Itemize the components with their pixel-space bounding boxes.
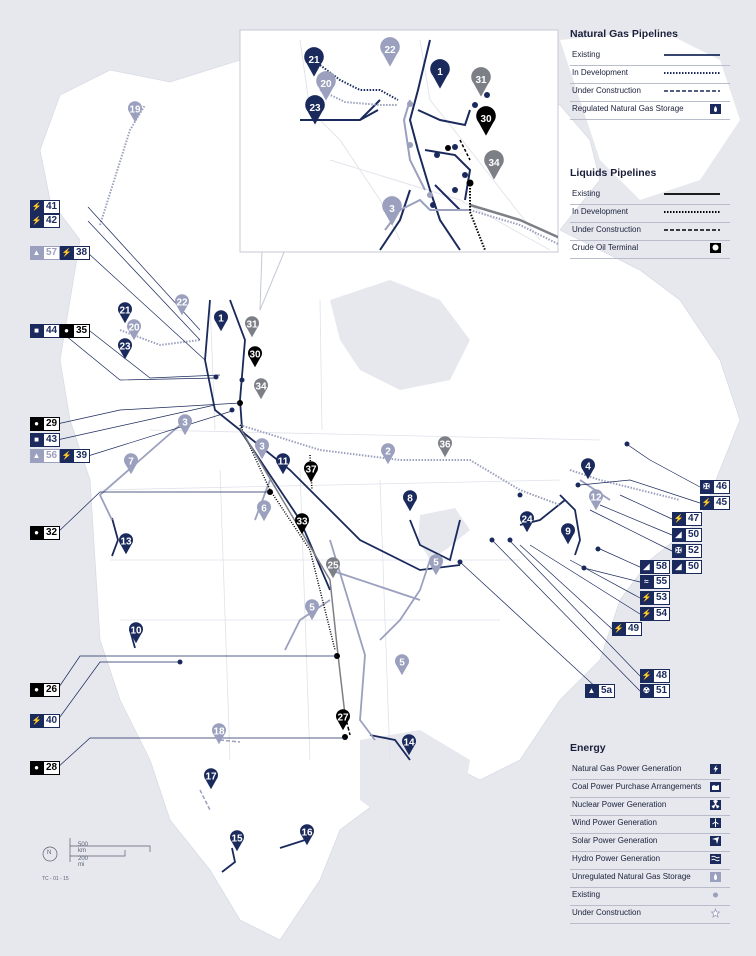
solar-icon: ◢ xyxy=(672,560,685,574)
flame-icon: ▲ xyxy=(585,684,598,698)
legend-gas-existing xyxy=(570,48,730,66)
liquids-construction-swatch xyxy=(662,225,726,235)
inset-frame xyxy=(240,30,558,252)
badge-46 xyxy=(700,480,730,494)
badge-35 xyxy=(60,324,90,338)
pin-number: 19 xyxy=(129,104,141,116)
pin-number: 17 xyxy=(205,771,217,783)
badge-number: 46 xyxy=(713,480,730,494)
crude-terminal-icon: ● xyxy=(30,526,43,540)
badge-number: 42 xyxy=(43,214,60,228)
pin-number: 37 xyxy=(305,464,317,476)
badge-28 xyxy=(30,761,60,775)
badge-58 xyxy=(640,560,670,574)
pin-number: 12 xyxy=(590,492,602,504)
badge-number: 51 xyxy=(653,684,670,698)
crude-terminal-icon: ● xyxy=(30,761,43,775)
badge-number: 56 xyxy=(43,449,60,463)
badge-number: 35 xyxy=(73,324,90,338)
badge-52 xyxy=(672,544,702,558)
gas-development-swatch xyxy=(662,68,726,78)
crude-terminal-icon: ● xyxy=(60,324,73,338)
legend-liquids xyxy=(570,167,730,259)
legend-gas-storage xyxy=(570,102,730,120)
badge-number: 47 xyxy=(685,512,702,526)
legend-label: Solar Power Generation xyxy=(572,836,658,845)
legend-label: Hydro Power Generation xyxy=(572,854,661,863)
lightning-icon: ⚡ xyxy=(640,669,653,683)
legend-crude-terminal xyxy=(570,241,730,259)
crude-terminal-icon: ● xyxy=(30,683,43,697)
lightning-icon: ⚡ xyxy=(60,449,73,463)
legend-label: Under Construction xyxy=(572,908,641,917)
legend-existing-facility xyxy=(570,888,730,906)
lightning-icon: ⚡ xyxy=(640,591,653,605)
legend-label: Existing xyxy=(572,189,601,198)
lightning-icon: ⚡ xyxy=(30,214,43,228)
coal-icon: ■ xyxy=(30,433,43,447)
badge-50b xyxy=(672,560,702,574)
badge-44 xyxy=(30,324,60,338)
pin-number: 23 xyxy=(309,102,321,114)
legend-gas-title: Natural Gas Pipelines xyxy=(570,28,678,40)
legend-coal-power xyxy=(570,780,730,798)
badge-number: 52 xyxy=(685,544,702,558)
pin-number: 20 xyxy=(128,322,140,334)
solar-icon xyxy=(662,836,726,846)
pin-number: 3 xyxy=(182,417,188,429)
pin-number: 30 xyxy=(480,113,492,125)
pin-number: 1 xyxy=(437,66,443,78)
pin-number: 31 xyxy=(475,74,487,86)
liquids-development-swatch xyxy=(662,207,726,217)
badge-45 xyxy=(700,496,730,510)
pin-number: 16 xyxy=(301,827,313,839)
badge-number: 5a xyxy=(598,684,615,698)
legend-solar-power xyxy=(570,834,730,852)
pin-number: 7 xyxy=(128,456,134,468)
pin-number: 6 xyxy=(261,503,267,515)
badge-number: 58 xyxy=(653,560,670,574)
badge-number: 53 xyxy=(653,591,670,605)
badge-51 xyxy=(640,684,670,698)
nuclear-icon: ☢ xyxy=(640,684,653,698)
pin-number: 31 xyxy=(246,319,258,331)
flame-icon: ▲ xyxy=(30,246,43,260)
badge-56 xyxy=(30,449,60,463)
flame-icon: ▲ xyxy=(30,449,43,463)
legend-label: Coal Power Purchase Arrangements xyxy=(572,782,702,791)
liquids-existing-swatch xyxy=(662,189,726,199)
badge-54 xyxy=(640,607,670,621)
lightning-icon: ⚡ xyxy=(640,607,653,621)
pin-number: 22 xyxy=(176,297,188,309)
gas-existing-swatch xyxy=(662,50,726,60)
badge-42 xyxy=(30,214,60,228)
legend-label: Unregulated Natural Gas Storage xyxy=(572,872,691,881)
badge-26 xyxy=(30,683,60,697)
legend-natural-gas xyxy=(570,28,730,120)
map-code: TC - 01 - 15 xyxy=(42,876,69,882)
legend-energy-title: Energy xyxy=(570,742,606,754)
legend-energy xyxy=(570,742,730,924)
badge-number: 26 xyxy=(43,683,60,697)
badge-number: 39 xyxy=(73,449,90,463)
pin-number: 18 xyxy=(213,726,225,738)
gas-storage-icon xyxy=(662,104,726,114)
badge-57 xyxy=(30,246,60,260)
lightning-icon: ⚡ xyxy=(60,246,73,260)
legend-label: Existing xyxy=(572,890,601,899)
gas-construction-swatch xyxy=(662,86,726,96)
legend-liquids-title: Liquids Pipelines xyxy=(570,167,657,179)
scale-km: 500 km xyxy=(78,842,89,854)
legend-label: Under Construction xyxy=(572,225,641,234)
solar-icon: ◢ xyxy=(640,560,653,574)
hydro-waves-icon xyxy=(662,854,726,864)
badge-55 xyxy=(640,575,670,589)
badge-49 xyxy=(612,622,642,636)
pin-number: 21 xyxy=(308,54,320,66)
badge-53 xyxy=(640,591,670,605)
badge-number: 57 xyxy=(43,246,60,260)
legend-label: In Development xyxy=(572,207,629,216)
badge-38 xyxy=(60,246,90,260)
pin-number: 2 xyxy=(385,446,391,458)
lightning-icon xyxy=(662,764,726,774)
scale-bar xyxy=(43,838,150,862)
legend-label: Existing xyxy=(572,50,601,59)
pin-number: 4 xyxy=(585,461,591,473)
coal-icon xyxy=(662,782,726,792)
legend-label: Under Construction xyxy=(572,86,641,95)
pin-number: 3 xyxy=(389,203,395,215)
legend-wind-power xyxy=(570,816,730,834)
badge-number: 49 xyxy=(625,622,642,636)
pin-number: 22 xyxy=(384,44,396,56)
badge-41 xyxy=(30,200,60,214)
badge-number: 43 xyxy=(43,433,60,447)
scale-mi: 200 mi xyxy=(78,856,89,868)
legend-label: Crude Oil Terminal xyxy=(572,243,639,252)
legend-gas-construction xyxy=(570,84,730,102)
pin-number: 34 xyxy=(488,157,500,169)
pin-number: 30 xyxy=(249,349,261,361)
legend-label: Natural Gas Power Generation xyxy=(572,764,682,773)
badge-5a xyxy=(585,684,615,698)
badge-number: 41 xyxy=(43,200,60,214)
legend-under-construction-facility xyxy=(570,906,730,924)
lightning-icon: ⚡ xyxy=(612,622,625,636)
pin-number: 27 xyxy=(337,712,349,724)
pin-number: 5 xyxy=(433,557,439,569)
pin-number: 13 xyxy=(120,536,132,548)
pin-number: 14 xyxy=(403,737,415,749)
badge-number: 44 xyxy=(43,324,60,338)
coal-icon: ■ xyxy=(30,324,43,338)
crude-terminal-icon xyxy=(662,243,726,253)
lightning-icon: ⚡ xyxy=(30,200,43,214)
pin-number: 33 xyxy=(296,516,308,528)
lightning-icon: ⚡ xyxy=(30,714,43,728)
legend-hydro-power xyxy=(570,852,730,870)
badge-number: 40 xyxy=(43,714,60,728)
badge-number: 38 xyxy=(73,246,90,260)
solar-icon: ◢ xyxy=(672,528,685,542)
legend-gas-development xyxy=(570,66,730,84)
badge-29 xyxy=(30,417,60,431)
pin-number: 3 xyxy=(259,441,265,453)
pin-number: 9 xyxy=(565,526,571,538)
badge-number: 32 xyxy=(43,526,60,540)
pin-number: 1 xyxy=(218,313,224,325)
badge-number: 28 xyxy=(43,761,60,775)
pin-number: 34 xyxy=(255,381,267,393)
pin-number: 24 xyxy=(521,514,533,526)
legend-liquids-development xyxy=(570,205,730,223)
legend-label: In Development xyxy=(572,68,629,77)
legend-label: Regulated Natural Gas Storage xyxy=(572,104,684,113)
badge-number: 50 xyxy=(685,528,702,542)
badge-39 xyxy=(60,449,90,463)
badge-32 xyxy=(30,526,60,540)
badge-number: 45 xyxy=(713,496,730,510)
lightning-icon: ⚡ xyxy=(700,496,713,510)
badge-number: 50 xyxy=(685,560,702,574)
pin-number: 25 xyxy=(327,560,339,572)
hydro-waves-icon: ≈ xyxy=(640,575,653,589)
north-arrow: N xyxy=(47,850,52,856)
construction-star-icon xyxy=(662,908,726,918)
pin-number: 21 xyxy=(119,305,131,317)
pin-number: 10 xyxy=(130,625,142,637)
badge-40 xyxy=(30,714,60,728)
badge-number: 48 xyxy=(653,669,670,683)
badge-number: 54 xyxy=(653,607,670,621)
pin-number: 5 xyxy=(309,602,315,614)
nuclear-icon xyxy=(662,800,726,810)
wind-turbine-icon: ✠ xyxy=(672,544,685,558)
pin-number: 5 xyxy=(399,657,405,669)
legend-label: Nuclear Power Generation xyxy=(572,800,667,809)
pin-number: 20 xyxy=(320,78,332,90)
wind-turbine-icon xyxy=(662,818,726,828)
legend-label: Wind Power Generation xyxy=(572,818,657,827)
badge-43 xyxy=(30,433,60,447)
pin-number: 11 xyxy=(277,456,289,468)
legend-gas-power xyxy=(570,762,730,780)
pin-number: 23 xyxy=(119,341,131,353)
lightning-icon: ⚡ xyxy=(672,512,685,526)
pin-number: 36 xyxy=(439,439,451,451)
badge-number: 29 xyxy=(43,417,60,431)
badge-50 xyxy=(672,528,702,542)
badge-number: 55 xyxy=(653,575,670,589)
legend-liquids-construction xyxy=(570,223,730,241)
pin-number: 15 xyxy=(231,833,243,845)
flame-icon xyxy=(662,872,726,882)
legend-nuclear-power xyxy=(570,798,730,816)
badge-48 xyxy=(640,669,670,683)
pin-number: 8 xyxy=(407,493,413,505)
legend-unregulated-storage xyxy=(570,870,730,888)
crude-terminal-icon: ● xyxy=(30,417,43,431)
badge-47 xyxy=(672,512,702,526)
legend-liquids-existing xyxy=(570,187,730,205)
wind-turbine-icon: ✠ xyxy=(700,480,713,494)
existing-dot-icon xyxy=(662,890,726,900)
